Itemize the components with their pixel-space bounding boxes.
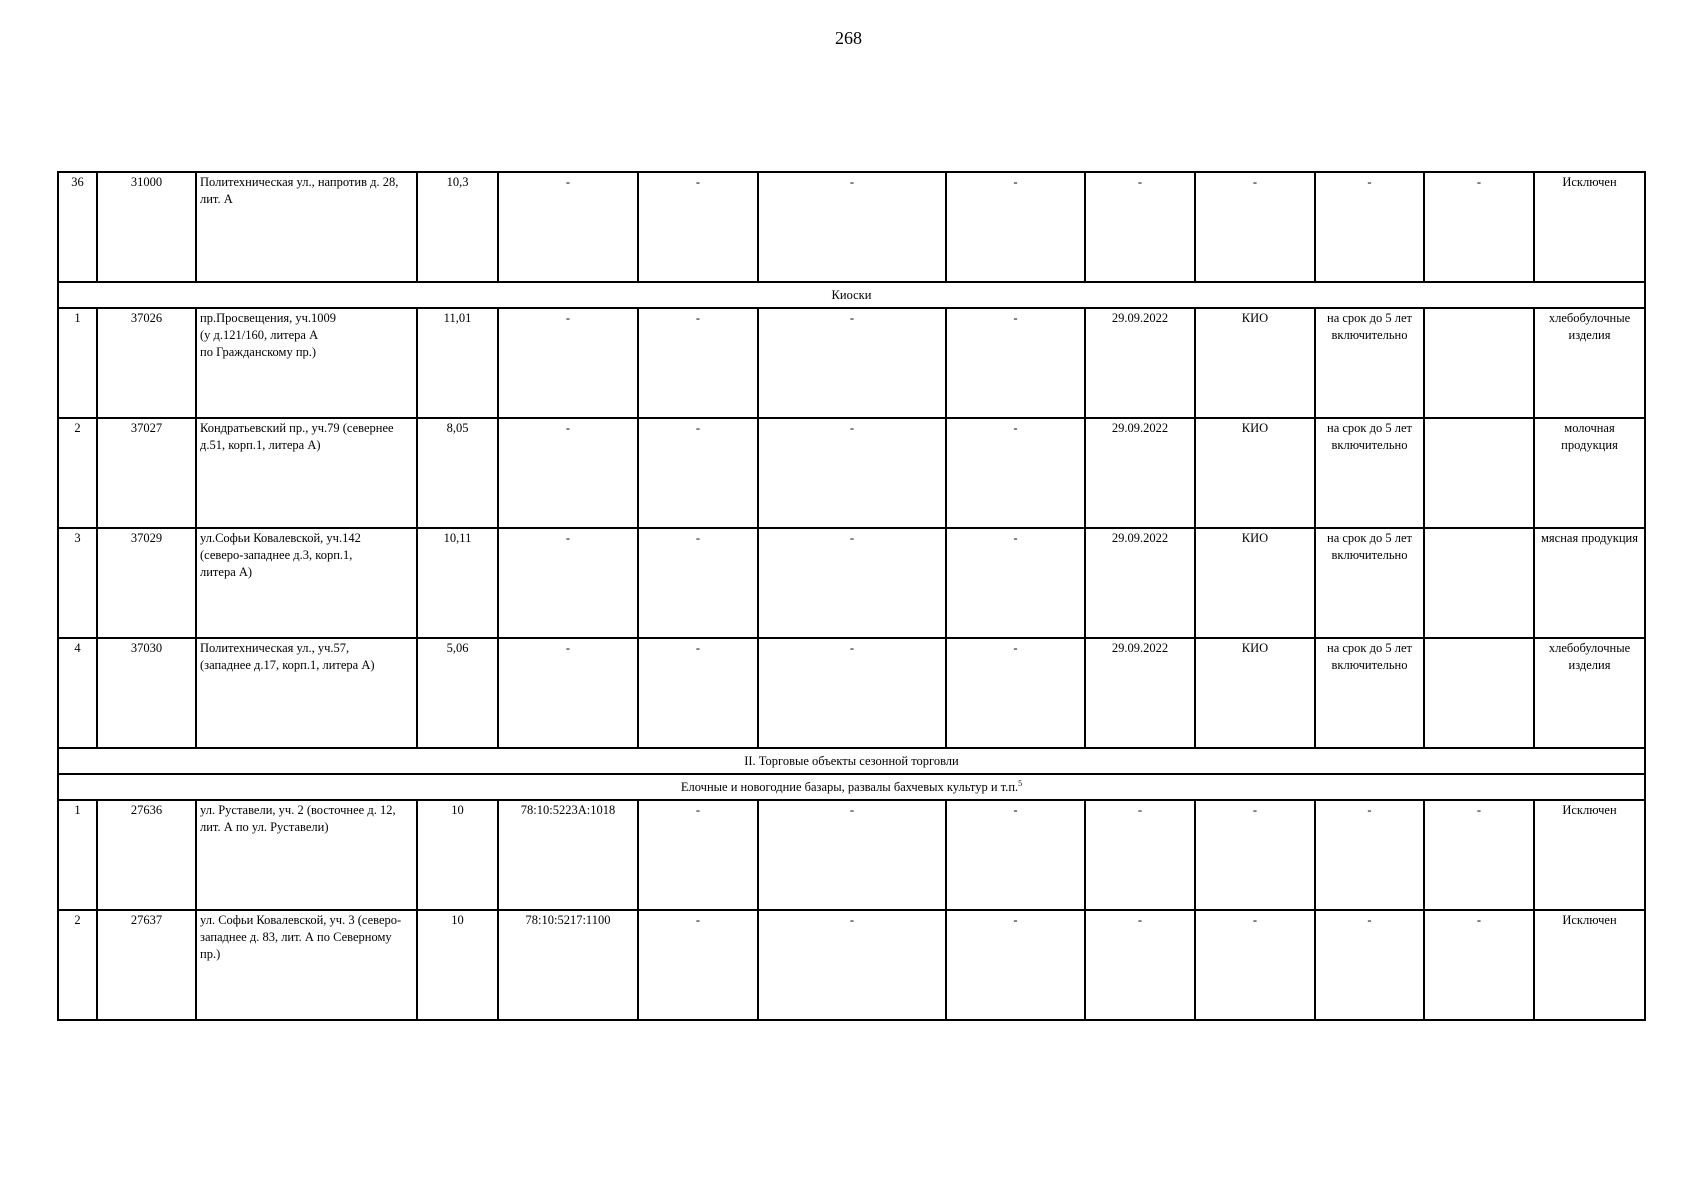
section-header-row	[58, 282, 1645, 308]
col12-cell	[1424, 418, 1534, 528]
col6-cell: -	[638, 528, 758, 638]
object-code-cell: 27636	[97, 800, 196, 910]
table-row	[58, 528, 1645, 638]
authority-cell: КИО	[1195, 308, 1315, 418]
row-number-cell: 1	[58, 800, 97, 910]
specialization-cell: хлебобулочные изделия	[1534, 308, 1645, 418]
section-title: Киоски	[58, 282, 1645, 308]
cadastral-cell: 78:10:5217:1100	[498, 910, 638, 1020]
col7-cell: -	[758, 528, 946, 638]
object-code-cell: 37029	[97, 528, 196, 638]
address-cell: Кондратьевский пр., уч.79 (севернее д.51, корп.1, литера А)	[196, 418, 417, 528]
date-cell: -	[1085, 172, 1195, 282]
specialization-cell: Исключен	[1534, 172, 1645, 282]
table-row	[58, 418, 1645, 528]
col8-cell: -	[946, 418, 1085, 528]
object-code-cell: 27637	[97, 910, 196, 1020]
date-cell: 29.09.2022	[1085, 528, 1195, 638]
col8-cell: -	[946, 172, 1085, 282]
registry-table	[57, 171, 1646, 1021]
authority-cell: КИО	[1195, 528, 1315, 638]
col7-cell: -	[758, 308, 946, 418]
col6-cell: -	[638, 638, 758, 748]
table-row	[58, 800, 1645, 910]
col7-cell: -	[758, 172, 946, 282]
address-cell: пр.Просвещения, уч.1009 (у д.121/160, литера А по Гражданскому пр.)	[196, 308, 417, 418]
term-cell: на срок до 5 лет включительно	[1315, 418, 1424, 528]
col8-cell: -	[946, 528, 1085, 638]
address-cell: ул. Руставели, уч. 2 (восточнее д. 12, лит. А по ул. Руставели)	[196, 800, 417, 910]
section-header-row	[58, 748, 1645, 774]
page-number: 268	[835, 28, 862, 48]
specialization-cell: Исключен	[1534, 800, 1645, 910]
object-code-cell: 31000	[97, 172, 196, 282]
col12-cell	[1424, 308, 1534, 418]
address-cell: Политехническая ул., уч.57, (западнее д.17, корп.1, литера А)	[196, 638, 417, 748]
col7-cell: -	[758, 418, 946, 528]
address-cell: Политехническая ул., напротив д. 28, лит. А	[196, 172, 417, 282]
area-cell: 10,11	[417, 528, 498, 638]
col6-cell: -	[638, 800, 758, 910]
row-number-cell: 36	[58, 172, 97, 282]
authority-cell: -	[1195, 910, 1315, 1020]
col8-cell: -	[946, 800, 1085, 910]
col12-cell: -	[1424, 172, 1534, 282]
term-cell: на срок до 5 лет включительно	[1315, 308, 1424, 418]
section-title: II. Торговые объекты сезонной торговли	[58, 748, 1645, 774]
specialization-cell: хлебобулочные изделия	[1534, 638, 1645, 748]
cadastral-cell: -	[498, 638, 638, 748]
row-number-cell: 3	[58, 528, 97, 638]
date-cell: 29.09.2022	[1085, 638, 1195, 748]
cadastral-cell: -	[498, 418, 638, 528]
row-number-cell: 4	[58, 638, 97, 748]
authority-cell: -	[1195, 172, 1315, 282]
date-cell: 29.09.2022	[1085, 418, 1195, 528]
col6-cell: -	[638, 308, 758, 418]
footnote-marker: 5	[1018, 778, 1023, 788]
col12-cell	[1424, 638, 1534, 748]
row-number-cell: 2	[58, 418, 97, 528]
area-cell: 10,3	[417, 172, 498, 282]
specialization-cell: мясная продукция	[1534, 528, 1645, 638]
cadastral-cell: 78:10:5223А:1018	[498, 800, 638, 910]
authority-cell: КИО	[1195, 418, 1315, 528]
col12-cell: -	[1424, 800, 1534, 910]
col12-cell: -	[1424, 910, 1534, 1020]
date-cell: -	[1085, 910, 1195, 1020]
cadastral-cell: -	[498, 172, 638, 282]
authority-cell: КИО	[1195, 638, 1315, 748]
authority-cell: -	[1195, 800, 1315, 910]
col6-cell: -	[638, 910, 758, 1020]
term-cell: на срок до 5 лет включительно	[1315, 528, 1424, 638]
table-row	[58, 910, 1645, 1020]
term-cell: на срок до 5 лет включительно	[1315, 638, 1424, 748]
term-cell: -	[1315, 910, 1424, 1020]
address-cell: ул.Софьи Ковалевской, уч.142 (северо-западнее д.3, корп.1, литера А)	[196, 528, 417, 638]
col6-cell: -	[638, 172, 758, 282]
area-cell: 10	[417, 800, 498, 910]
address-cell: ул. Софьи Ковалевской, уч. 3 (северо-западнее д. 83, лит. А по Северному пр.)	[196, 910, 417, 1020]
specialization-cell: молочная продукция	[1534, 418, 1645, 528]
table-body	[58, 172, 1645, 1020]
col7-cell: -	[758, 800, 946, 910]
cadastral-cell: -	[498, 528, 638, 638]
cadastral-cell: -	[498, 308, 638, 418]
area-cell: 5,06	[417, 638, 498, 748]
col7-cell: -	[758, 910, 946, 1020]
col12-cell	[1424, 528, 1534, 638]
section-title: Елочные и новогодние базары, развалы бахчевых культур и т.п.$^5$	[58, 774, 1645, 800]
table-row	[58, 638, 1645, 748]
object-code-cell: 37026	[97, 308, 196, 418]
row-number-cell: 2	[58, 910, 97, 1020]
area-cell: 10	[417, 910, 498, 1020]
section-header-row	[58, 774, 1645, 800]
col6-cell: -	[638, 418, 758, 528]
table-row	[58, 308, 1645, 418]
col8-cell: -	[946, 638, 1085, 748]
area-cell: 11,01	[417, 308, 498, 418]
date-cell: -	[1085, 800, 1195, 910]
area-cell: 8,05	[417, 418, 498, 528]
row-number-cell: 1	[58, 308, 97, 418]
col8-cell: -	[946, 308, 1085, 418]
object-code-cell: 37030	[97, 638, 196, 748]
col8-cell: -	[946, 910, 1085, 1020]
term-cell: -	[1315, 172, 1424, 282]
col7-cell: -	[758, 638, 946, 748]
term-cell: -	[1315, 800, 1424, 910]
object-code-cell: 37027	[97, 418, 196, 528]
table-row	[58, 172, 1645, 282]
specialization-cell: Исключен	[1534, 910, 1645, 1020]
date-cell: 29.09.2022	[1085, 308, 1195, 418]
